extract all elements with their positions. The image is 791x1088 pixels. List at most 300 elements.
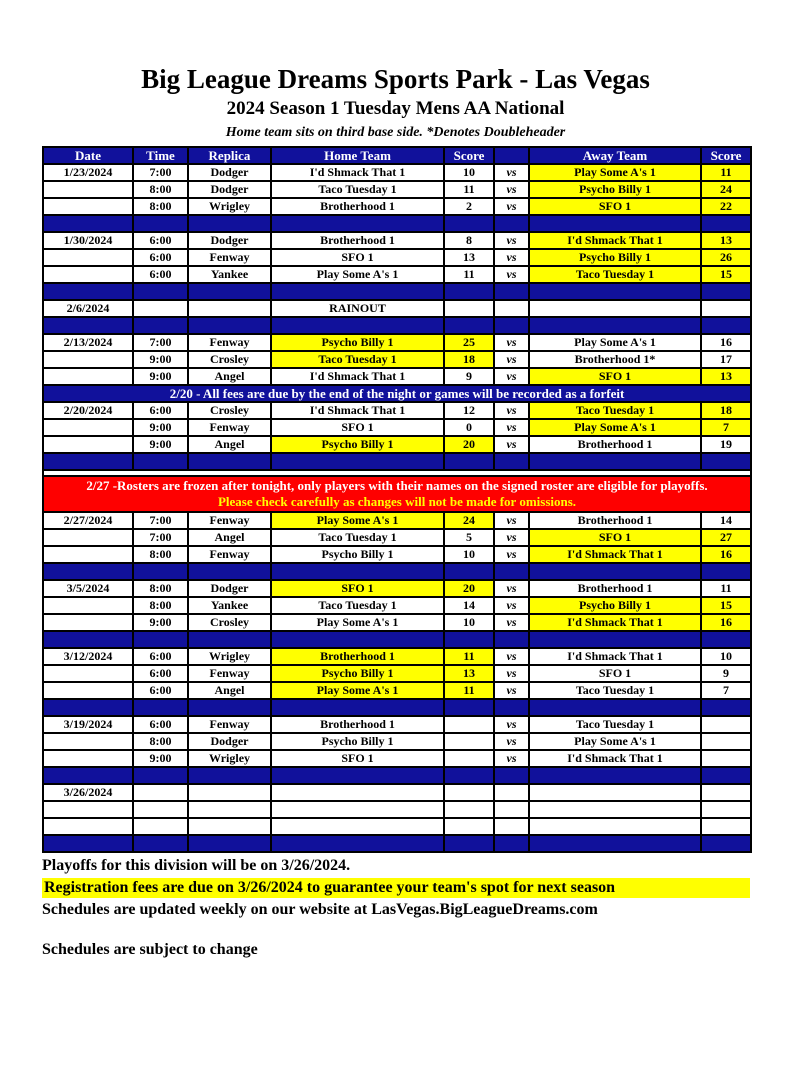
home-score-cell: 14 [444,597,494,614]
away-score-cell: 18 [701,402,751,419]
game-row [43,436,751,453]
date-cell: 2/20/2024 [43,402,133,419]
roster-freeze-note-line1: 2/27 -Rosters are frozen after tonight, only players with their names on the signed roster are eligible for playoffs. [86,478,708,493]
replica-cell: Yankee [188,266,271,283]
divider-cell [494,835,529,852]
divider-cell [43,317,133,334]
column-header-away-team: Away Team [529,147,701,164]
time-cell: 6:00 [133,665,188,682]
empty-row [43,784,751,801]
home-team-cell: Play Some A's 1 [271,614,444,631]
home-score-cell: 10 [444,546,494,563]
time-cell: 6:00 [133,716,188,733]
divider-cell [444,453,494,470]
replica-cell: Dodger [188,232,271,249]
home-team-cell: Psycho Billy 1 [271,733,444,750]
divider-cell [701,767,751,784]
home-team-cell: Psycho Billy 1 [271,436,444,453]
home-score-cell [444,784,494,801]
divider-cell [529,699,701,716]
divider-cell [271,767,444,784]
home-score-cell: 11 [444,648,494,665]
divider-cell [529,317,701,334]
away-team-cell: Taco Tuesday 1 [529,682,701,699]
away-score-cell: 11 [701,580,751,597]
time-cell: 9:00 [133,368,188,385]
divider-cell [188,317,271,334]
game-row [43,249,751,266]
away-score-cell: 7 [701,419,751,436]
date-cell [43,181,133,198]
home-team-cell [271,801,444,818]
replica-cell [188,818,271,835]
divider-row [43,767,751,784]
away-team-cell [529,801,701,818]
home-score-cell: 12 [444,402,494,419]
time-cell: 9:00 [133,436,188,453]
away-team-cell: Play Some A's 1 [529,419,701,436]
time-cell: 8:00 [133,597,188,614]
game-row [43,733,751,750]
divider-cell [444,563,494,580]
home-score-cell: 11 [444,266,494,283]
away-score-cell: 26 [701,249,751,266]
vs-cell: vs [494,546,529,563]
divider-cell [188,283,271,300]
date-cell: 2/6/2024 [43,300,133,317]
date-cell [43,682,133,699]
time-cell: 8:00 [133,181,188,198]
away-score-cell [701,818,751,835]
divider-cell [444,835,494,852]
time-cell [133,801,188,818]
date-cell [43,198,133,215]
vs-cell: vs [494,334,529,351]
home-score-cell [444,818,494,835]
home-score-cell: 13 [444,665,494,682]
away-score-cell: 15 [701,597,751,614]
time-cell: 6:00 [133,232,188,249]
replica-cell: Fenway [188,249,271,266]
roster-freeze-note [43,476,751,512]
away-team-cell: Psycho Billy 1 [529,597,701,614]
away-score-cell: 14 [701,512,751,529]
home-score-cell: 24 [444,512,494,529]
home-team-cell: SFO 1 [271,580,444,597]
divider-cell [701,835,751,852]
divider-cell [701,563,751,580]
schedule-table-head [43,147,751,164]
replica-cell: Angel [188,368,271,385]
divider-cell [188,699,271,716]
note-navy-row [43,385,751,402]
season-subtitle: 2024 Season 1 Tuesday Mens AA National [226,98,565,119]
header-row [43,147,751,164]
divider-cell [494,767,529,784]
home-score-cell: 18 [444,351,494,368]
home-team-cell: SFO 1 [271,249,444,266]
time-cell: 7:00 [133,529,188,546]
divider-cell [529,453,701,470]
time-cell: 9:00 [133,351,188,368]
away-score-cell: 13 [701,368,751,385]
replica-cell: Angel [188,529,271,546]
away-team-cell: SFO 1 [529,665,701,682]
away-team-cell: Play Some A's 1 [529,334,701,351]
game-row [43,419,751,436]
footer [42,857,750,959]
divider-cell [444,283,494,300]
game-row [43,750,751,767]
vs-cell: vs [494,529,529,546]
divider-row [43,631,751,648]
divider-cell [701,317,751,334]
divider-cell [444,699,494,716]
date-cell [43,818,133,835]
game-row [43,334,751,351]
away-score-cell [701,733,751,750]
game-row [43,266,751,283]
away-team-cell: I'd Shmack That 1 [529,648,701,665]
divider-cell [43,835,133,852]
date-cell [43,750,133,767]
divider-cell [188,767,271,784]
away-score-cell: 17 [701,351,751,368]
divider-cell [701,283,751,300]
home-score-cell: 2 [444,198,494,215]
game-row [43,665,751,682]
away-score-cell [701,716,751,733]
divider-cell [133,563,188,580]
column-header-time: Time [133,147,188,164]
date-cell: 3/5/2024 [43,580,133,597]
away-score-cell: 11 [701,164,751,181]
home-score-cell: 5 [444,529,494,546]
vs-cell: vs [494,648,529,665]
vs-cell: vs [494,682,529,699]
divider-cell [529,631,701,648]
replica-cell: Dodger [188,164,271,181]
divider-cell [529,215,701,232]
divider-cell [133,453,188,470]
replica-cell [188,300,271,317]
home-team-cell: SFO 1 [271,419,444,436]
time-cell: 6:00 [133,266,188,283]
replica-cell: Dodger [188,580,271,597]
divider-cell [271,283,444,300]
divider-cell [701,699,751,716]
date-cell: 1/30/2024 [43,232,133,249]
vs-cell: vs [494,419,529,436]
time-cell: 6:00 [133,682,188,699]
divider-cell [701,215,751,232]
divider-cell [271,699,444,716]
replica-cell: Fenway [188,512,271,529]
vs-cell: vs [494,614,529,631]
divider-cell [494,699,529,716]
divider-row [43,563,751,580]
game-row [43,716,751,733]
home-score-cell: 25 [444,334,494,351]
divider-cell [188,631,271,648]
away-team-cell: SFO 1 [529,529,701,546]
away-team-cell: Play Some A's 1 [529,733,701,750]
game-row [43,529,751,546]
away-score-cell: 22 [701,198,751,215]
away-score-cell [701,784,751,801]
away-team-cell: I'd Shmack That 1 [529,546,701,563]
home-score-cell: 10 [444,164,494,181]
date-cell: 2/27/2024 [43,512,133,529]
replica-cell: Fenway [188,419,271,436]
home-score-cell: 11 [444,682,494,699]
vs-cell: vs [494,665,529,682]
away-team-cell: Taco Tuesday 1 [529,402,701,419]
divider-cell [133,631,188,648]
away-score-cell [701,750,751,767]
home-score-cell: 9 [444,368,494,385]
divider-row [43,453,751,470]
home-score-cell [444,733,494,750]
away-team-cell: Brotherhood 1 [529,436,701,453]
home-team-cell: Taco Tuesday 1 [271,529,444,546]
away-team-cell: Brotherhood 1* [529,351,701,368]
home-team-cell: Play Some A's 1 [271,682,444,699]
vs-cell: vs [494,198,529,215]
column-header-score: Score [444,147,494,164]
replica-cell: Angel [188,682,271,699]
game-row [43,580,751,597]
away-team-cell: Brotherhood 1 [529,580,701,597]
vs-cell: vs [494,232,529,249]
date-cell [43,597,133,614]
divider-cell [701,631,751,648]
vs-cell: vs [494,436,529,453]
divider-cell [188,835,271,852]
divider-cell [43,699,133,716]
away-team-cell [529,818,701,835]
home-score-cell [444,750,494,767]
vs-cell [494,801,529,818]
home-team-cell: Brotherhood 1 [271,198,444,215]
divider-cell [43,563,133,580]
game-row [43,402,751,419]
time-cell: 9:00 [133,750,188,767]
column-header-vs [494,147,529,164]
divider-cell [188,563,271,580]
replica-cell: Fenway [188,716,271,733]
date-cell: 1/23/2024 [43,164,133,181]
replica-cell: Angel [188,436,271,453]
divider-cell [188,215,271,232]
game-row [43,597,751,614]
home-team-cell: I'd Shmack That 1 [271,164,444,181]
divider-cell [133,699,188,716]
divider-cell [271,563,444,580]
home-score-cell: 11 [444,181,494,198]
divider-cell [133,767,188,784]
game-row [43,546,751,563]
home-score-cell: 13 [444,249,494,266]
home-team-cell: Brotherhood 1 [271,648,444,665]
vs-cell: vs [494,368,529,385]
date-cell [43,665,133,682]
time-cell: 8:00 [133,733,188,750]
away-team-cell: I'd Shmack That 1 [529,232,701,249]
divider-cell [529,767,701,784]
divider-cell [133,835,188,852]
game-row [43,648,751,665]
home-team-cell: Psycho Billy 1 [271,546,444,563]
away-score-cell: 15 [701,266,751,283]
home-team-cell: Play Some A's 1 [271,266,444,283]
home-team-cell: SFO 1 [271,750,444,767]
game-row [43,682,751,699]
divider-cell [188,453,271,470]
away-team-cell [529,300,701,317]
replica-cell: Fenway [188,334,271,351]
home-team-cell: Taco Tuesday 1 [271,181,444,198]
column-header-date: Date [43,147,133,164]
divider-cell [529,283,701,300]
replica-cell: Wrigley [188,750,271,767]
game-row [43,198,751,215]
date-cell [43,351,133,368]
time-cell: 8:00 [133,198,188,215]
home-score-cell: 20 [444,436,494,453]
note-red-row [43,476,751,512]
home-team-cell: RAINOUT [271,300,444,317]
vs-cell [494,818,529,835]
replica-cell: Wrigley [188,648,271,665]
divider-cell [43,283,133,300]
home-team-cell [271,784,444,801]
divider-row [43,215,751,232]
away-score-cell: 16 [701,334,751,351]
divider-cell [494,215,529,232]
date-cell [43,419,133,436]
time-cell: 6:00 [133,249,188,266]
divider-cell [494,317,529,334]
vs-cell: vs [494,249,529,266]
divider-cell [494,283,529,300]
away-score-cell: 9 [701,665,751,682]
vs-cell: vs [494,351,529,368]
away-score-cell: 19 [701,436,751,453]
replica-cell [188,801,271,818]
home-score-cell: 0 [444,419,494,436]
fees-due-note: 2/20 - All fees are due by the end of the night or games will be recorded as a forfeit [43,385,751,402]
time-cell: 6:00 [133,648,188,665]
divider-cell [271,835,444,852]
replica-cell: Fenway [188,546,271,563]
game-row [43,614,751,631]
vs-cell: vs [494,597,529,614]
away-team-cell: SFO 1 [529,368,701,385]
vs-cell: vs [494,181,529,198]
time-cell: 7:00 [133,164,188,181]
away-team-cell: I'd Shmack That 1 [529,750,701,767]
vs-cell [494,784,529,801]
divider-cell [444,631,494,648]
divider-cell [444,215,494,232]
home-team-cell: Play Some A's 1 [271,512,444,529]
divider-cell [271,453,444,470]
date-cell [43,436,133,453]
game-row [43,232,751,249]
replica-cell [188,784,271,801]
away-team-cell: I'd Shmack That 1 [529,614,701,631]
date-cell [43,733,133,750]
replica-cell: Fenway [188,665,271,682]
game-row [43,164,751,181]
away-score-cell: 24 [701,181,751,198]
divider-row [43,283,751,300]
divider-cell [43,631,133,648]
vs-cell: vs [494,733,529,750]
away-score-cell: 16 [701,546,751,563]
home-team-cell: Brotherhood 1 [271,716,444,733]
home-team-cell: Taco Tuesday 1 [271,597,444,614]
vs-cell [494,300,529,317]
date-cell: 3/19/2024 [43,716,133,733]
column-header-replica: Replica [188,147,271,164]
away-team-cell: Psycho Billy 1 [529,249,701,266]
home-score-cell [444,801,494,818]
home-team-cell: Psycho Billy 1 [271,665,444,682]
away-score-cell [701,300,751,317]
replica-cell: Wrigley [188,198,271,215]
field-note: Home team sits on third base side. *Denotes Doubleheader [225,125,566,140]
away-team-cell: Taco Tuesday 1 [529,266,701,283]
page-title: Big League Dreams Sports Park - Las Vegas [141,64,650,94]
time-cell [133,818,188,835]
home-team-cell [271,818,444,835]
game-row [43,512,751,529]
away-score-cell: 27 [701,529,751,546]
home-team-cell: Psycho Billy 1 [271,334,444,351]
divider-cell [271,317,444,334]
date-cell: 2/13/2024 [43,334,133,351]
time-cell: 8:00 [133,546,188,563]
away-team-cell: Psycho Billy 1 [529,181,701,198]
home-score-cell: 10 [444,614,494,631]
column-header-score: Score [701,147,751,164]
divider-cell [529,835,701,852]
registration-fees-note: Registration fees are due on 3/26/2024 to guarantee your team's spot for next season [42,878,750,898]
away-score-cell: 10 [701,648,751,665]
replica-cell: Crosley [188,402,271,419]
divider-cell [444,317,494,334]
away-score-cell [701,801,751,818]
away-score-cell: 7 [701,682,751,699]
divider-cell [133,283,188,300]
away-team-cell: Taco Tuesday 1 [529,716,701,733]
date-cell [43,249,133,266]
divider-cell [494,631,529,648]
date-cell [43,801,133,818]
replica-cell: Crosley [188,614,271,631]
home-team-cell: Brotherhood 1 [271,232,444,249]
time-cell: 8:00 [133,580,188,597]
time-cell [133,784,188,801]
date-cell [43,529,133,546]
divider-cell [494,563,529,580]
time-cell: 7:00 [133,334,188,351]
divider-cell [43,453,133,470]
away-score-cell: 13 [701,232,751,249]
divider-cell [444,767,494,784]
